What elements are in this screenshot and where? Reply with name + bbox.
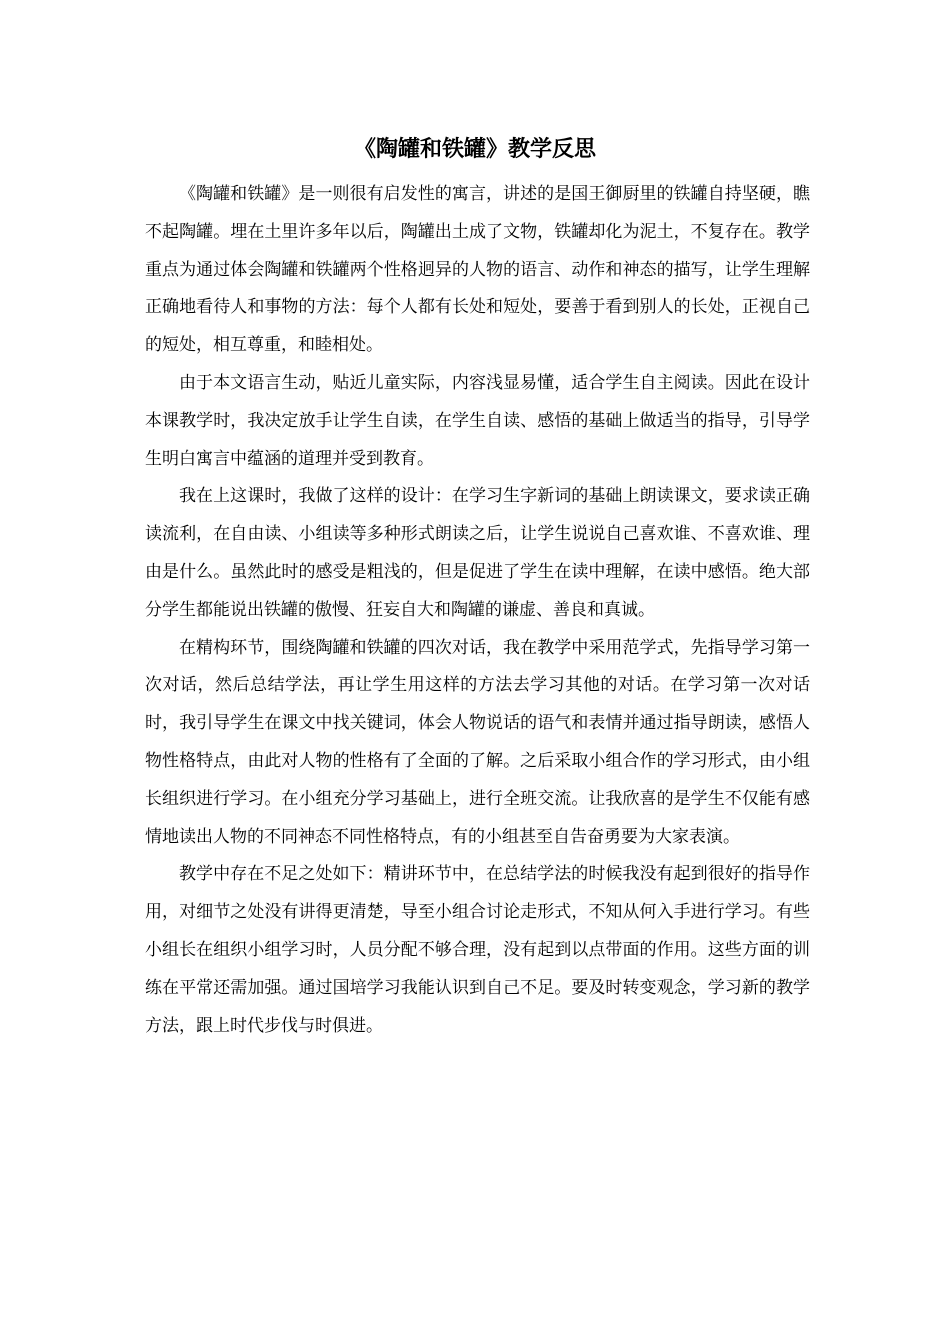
paragraph-3: 我在上这课时，我做了这样的设计：在学习生字新词的基础上朗读课文，要求读正确读流利，在自由读、小组读等多种形式朗读之后，让学生说说自己喜欢谁、不喜欢谁、理由是什么。虽然此时的感受是粗浅的，但是促进了学生在读中理解，在读中感悟。绝大部分学生都能说出铁罐的傲慢、狂妄自大和陶罐的谦虚、善良和真诚。 — [145, 486, 810, 620]
paragraph-4: 在精构环节，围绕陶罐和铁罐的四次对话，我在教学中采用范学式，先指导学习第一次对话，然后总结学法，再让学生用这样的方法去学习其他的对话。在学习第一次对话时，我引导学生在课文中找关键词，体会人物说话的语气和表情并通过指导朗读，感悟人物性格特点，由此对人物的性格有了全面的了解。之后采取小组合作的学习形式，由小组长组织进行学习。在小组充分学习基础上，进行全班交流。让我欣喜的是学生不仅能有感情地读出人物的不同神态不同性格特点，有的小组甚至自告奋勇要为大家表演。 — [145, 637, 810, 847]
paragraph-2: 由于本文语言生动，贴近儿童实际，内容浅显易懂，适合学生自主阅读。因此在设计本课教学时，我决定放手让学生自读，在学生自读、感悟的基础上做适当的指导，引导学生明白寓言中蕴涵的道理并受到教育。 — [145, 372, 810, 469]
paragraph-1: 《陶罐和铁罐》是一则很有启发性的寓言，讲述的是国王御厨里的铁罐自持坚硬，瞧不起陶罐。埋在土里许多年以后，陶罐出土成了文物，铁罐却化为泥土，不复存在。教学重点为通过体会陶罐和铁罐两个性格迥异的人物的语言、动作和神态的描写，让学生理解正确地看待人和事物的方法：每个人都有长处和短处，要善于看到别人的长处，正视自己的短处，相互尊重，和睦相处。 — [145, 184, 810, 356]
document-body — [145, 176, 810, 1045]
document-title: 《陶罐和铁罐》教学反思 — [353, 136, 596, 162]
paragraph-5: 教学中存在不足之处如下：精讲环节中，在总结学法的时候我没有起到很好的指导作用，对细节之处没有讲得更清楚，导至小组合讨论走形式，不知从何入手进行学习。有些小组长在组织小组学习时，人员分配不够合理，没有起到以点带面的作用。这些方面的训练在平常还需加强。通过国培学习我能认识到自己不足。要及时转变观念，学习新的教学方法，跟上时代步伐与时俱进。 — [145, 864, 810, 1036]
